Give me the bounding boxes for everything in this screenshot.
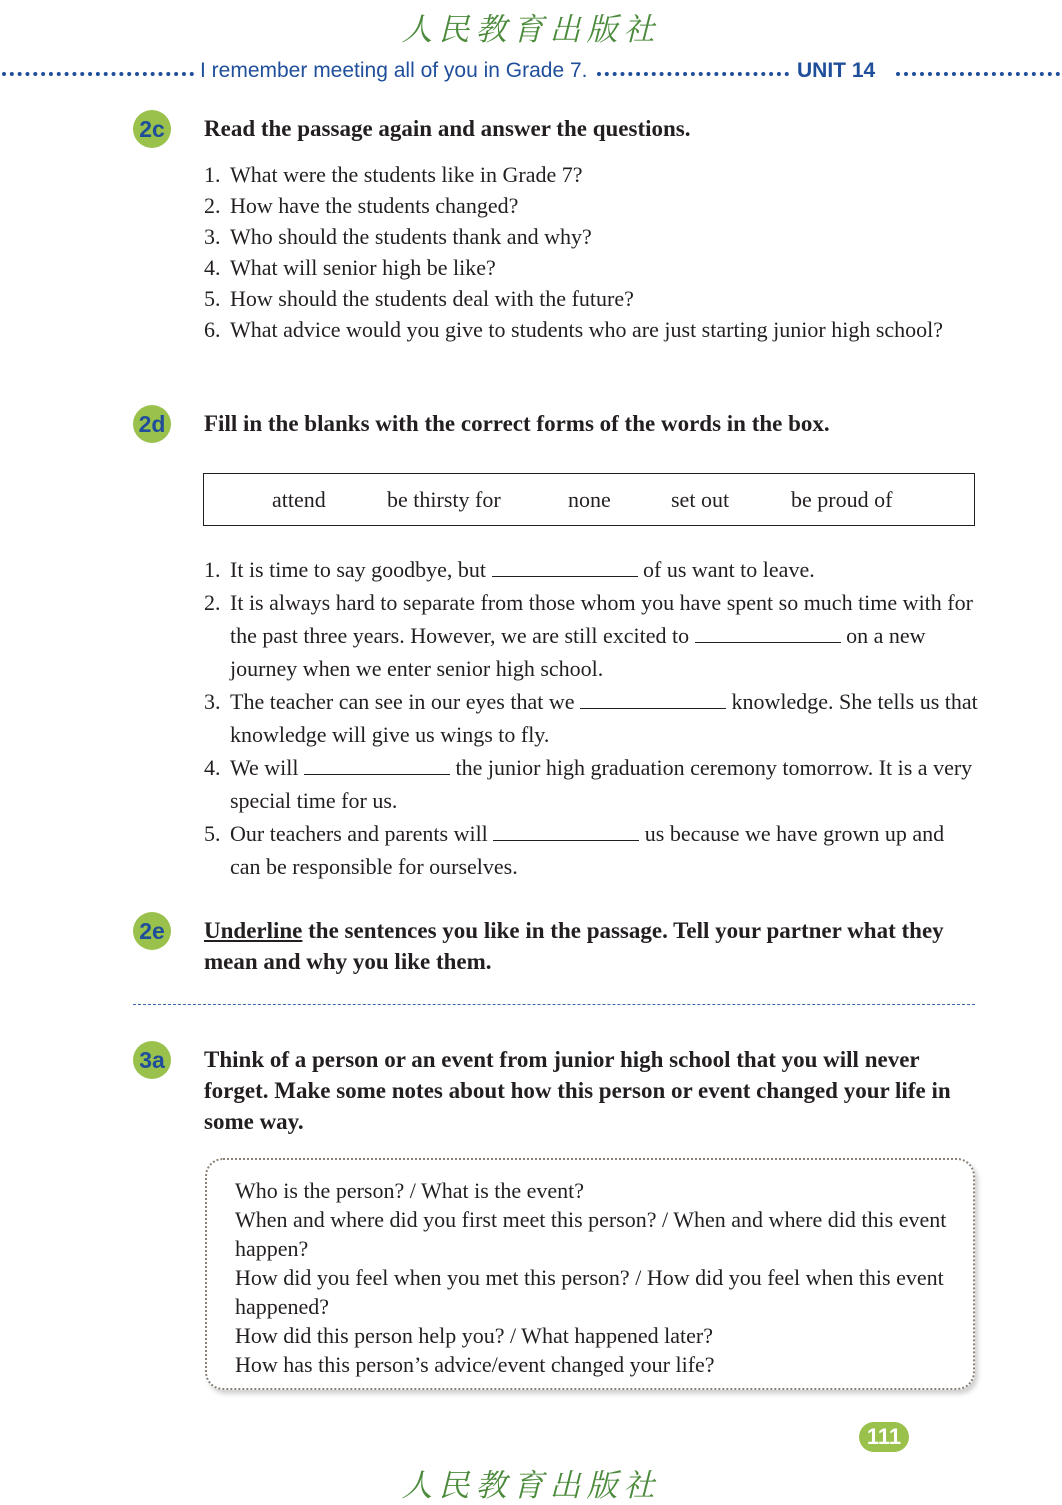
word-item: be proud of <box>791 487 893 512</box>
list-item: 2. It is always hard to separate from those whom you have spent so much time with for the past three years. However, we are still excited to on a new journey when we enter senior high school. <box>204 590 973 681</box>
section-badge-2e: 2e <box>133 912 171 950</box>
list-item: 2. How have the students changed? <box>204 193 519 218</box>
lesson-title: I remember meeting all of you in Grade 7. <box>200 59 588 82</box>
instruction-2e: Underline the sentences you like in the passage. Tell your partner what they mean and why you like them. <box>204 918 944 974</box>
prompt-line: Who is the person? / What is the event? <box>235 1178 585 1203</box>
section-badge-2c: 2c <box>133 110 171 148</box>
list-item: 3. The teacher can see in our eyes that we knowledge. She tells us that knowledge will give us wings to fly. <box>204 689 978 747</box>
section-divider <box>133 1004 975 1005</box>
answer-blank[interactable] <box>493 820 639 841</box>
list-item: 3. Who should the students thank and why? <box>204 224 592 249</box>
list-item: 1. It is time to say goodbye, but of us want to leave. <box>204 557 815 582</box>
underline-keyword: Underline <box>204 918 303 943</box>
answer-blank[interactable] <box>580 688 726 709</box>
list-item: 4. What will senior high be like? <box>204 255 496 280</box>
instruction-2d: Fill in the blanks with the correct forms of the words in the box. <box>204 411 830 436</box>
word-item: set out <box>671 487 730 512</box>
section-badge-2d: 2d <box>133 405 171 443</box>
unit-label: UNIT 14 <box>797 59 876 82</box>
publisher-logo-top: 人民教育出版社 <box>401 12 661 48</box>
header-dots-right <box>896 72 1060 76</box>
list-item: 5. How should the students deal with the future? <box>204 286 634 311</box>
header-dots-middle <box>597 72 789 76</box>
word-item: be thirsty for <box>387 487 501 512</box>
list-item: 6. What advice would you give to students who are just starting junior high school? <box>204 317 944 342</box>
instruction-3a: Think of a person or an event from junior high school that you will never forget. Make some notes about how this person or event changed your life in some way. <box>204 1047 951 1134</box>
page-number: 111 <box>859 1422 909 1452</box>
word-item: none <box>568 487 611 512</box>
answer-blank[interactable] <box>492 556 638 577</box>
list-item: 5. Our teachers and parents will us because we have grown up and can be responsible for ourselves. <box>204 821 945 879</box>
fill-blank-list-2d <box>204 553 979 883</box>
prompt-line: When and where did you first meet this person? / When and where did this event happen? <box>235 1207 947 1261</box>
prompt-line: How did you feel when you met this person? / How did you feel when this event happened? <box>235 1265 944 1319</box>
instruction-2c: Read the passage again and answer the questions. <box>204 116 691 141</box>
notes-prompt-box <box>205 1158 975 1390</box>
word-item: attend <box>272 487 326 512</box>
list-item: 1. What were the students like in Grade 7? <box>204 162 583 187</box>
prompt-line: How did this person help you? / What happened later? <box>235 1323 713 1348</box>
section-badge-3a: 3a <box>133 1041 171 1079</box>
answer-blank[interactable] <box>695 622 841 643</box>
question-list-2c <box>204 159 979 345</box>
word-box <box>203 473 975 526</box>
answer-blank[interactable] <box>304 754 450 775</box>
prompt-line: How has this person’s advice/event changed your life? <box>235 1352 715 1377</box>
page-header <box>0 58 1062 88</box>
publisher-logo-bottom: 人民教育出版社 <box>401 1468 661 1504</box>
list-item: 4. We will the junior high graduation ceremony tomorrow. It is a very special time for us. <box>204 755 973 813</box>
header-dots-left <box>2 72 194 76</box>
